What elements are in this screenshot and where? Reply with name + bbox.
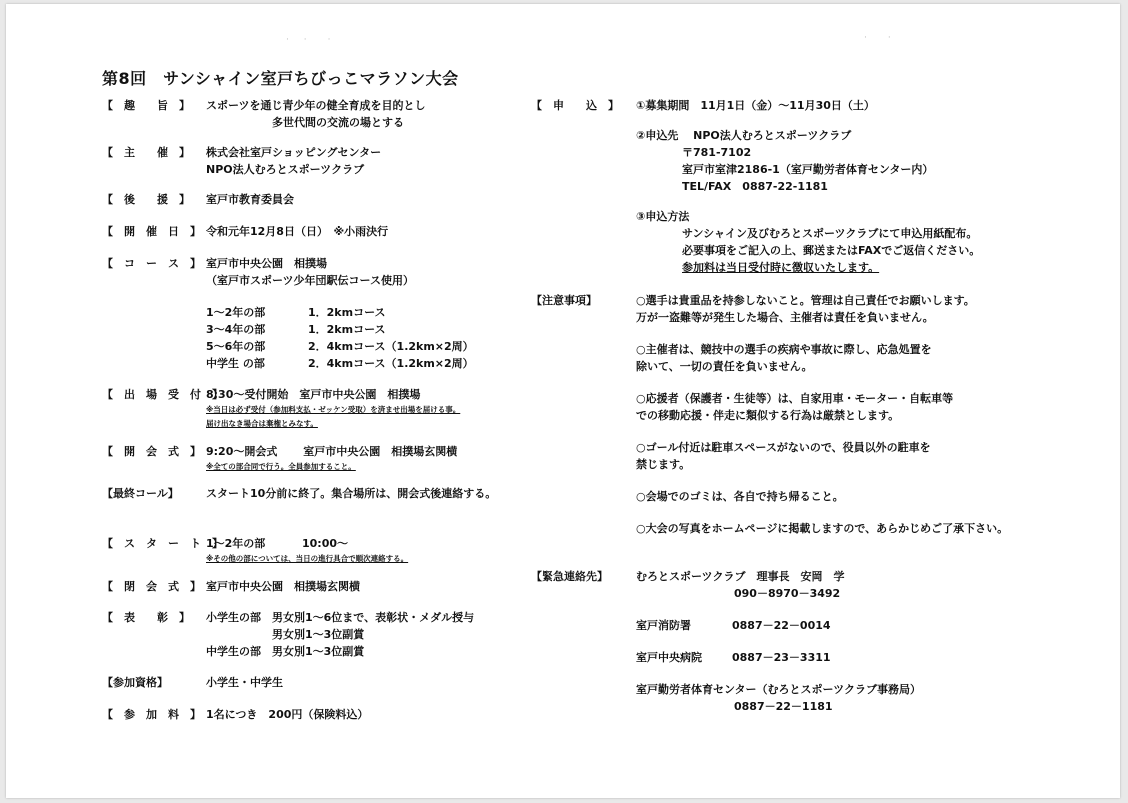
right-column bbox=[531, 97, 1016, 715]
section-label: 【 表 彰 】 bbox=[102, 611, 190, 624]
ryo-value: 1名につき 200円（保険料込） bbox=[206, 708, 369, 721]
shikaku-value: 小学生・中学生 bbox=[206, 676, 283, 689]
course-line: 室戸市中央公園 相撲場 bbox=[206, 257, 327, 270]
scan-specks: · · · bbox=[286, 35, 337, 45]
uketsuke-line: 8:30～受付開始 室戸市中央公園 相撲場 bbox=[206, 388, 421, 401]
section-moshikomi bbox=[531, 97, 1016, 276]
division-row: 5～6年の部 2．4kmコース（1.2km×2周） bbox=[206, 340, 474, 353]
moshikomi-dest-head: ②申込先 NPO法人むろとスポーツクラブ bbox=[636, 129, 852, 142]
section-label: 【緊急連絡先】 bbox=[531, 570, 608, 583]
section-label: 【 申 込 】 bbox=[531, 99, 619, 112]
hyosho-line: 中学生の部 男女別1～3位副賞 bbox=[206, 645, 365, 658]
uketsuke-note: ※当日は必ず受付（参加料支払・ゼッケン受取）を済ませ出場を届ける事。 bbox=[206, 405, 461, 414]
start-note: ※その他の部については、当日の進行具合で順次連絡する。 bbox=[206, 554, 409, 563]
left-column bbox=[102, 97, 527, 723]
kaikai-note: ※全ての部合同で行う。全員参加すること。 bbox=[206, 462, 356, 471]
notice-item: ○大会の写真をホームページに掲載しますので、あらかじめご了承下さい。 bbox=[636, 522, 1009, 535]
notice-item: ○主催者は、競技中の選手の疾病や事故に際し、応急処置を 除いて、一切の責任を負いません。 bbox=[636, 343, 932, 373]
section-hyosho bbox=[102, 609, 527, 660]
moshikomi-method-line: サンシャイン及びむろとスポーツクラブにて申込用紙配布。 bbox=[682, 227, 978, 240]
section-label: 【 趣 旨 】 bbox=[102, 99, 190, 112]
moshikomi-period: ①募集期間 11月1日（金）～11月30日（土） bbox=[636, 99, 875, 112]
kinkyu-center: 室戸勤労者体育センター（むろとスポーツクラブ事務局） bbox=[636, 683, 922, 696]
moshikomi-method-note: 参加料は当日受付時に徴収いたします。 bbox=[682, 261, 880, 274]
contact-row: 室戸消防署 0887－22－0014 bbox=[636, 619, 831, 632]
notice-item: ○応援者（保護者・生徒等）は、自家用車・モーター・自転車等 での移動応援・伴走に類似する行為は厳禁とします。 bbox=[636, 392, 954, 422]
section-label: 【参加資格】 bbox=[102, 676, 168, 689]
page-title: 第8回 サンシャイン室戸ちびっこマラソン大会 bbox=[102, 69, 459, 88]
section-label: 【 開 会 式 】 bbox=[102, 445, 201, 458]
heikai-value: 室戸市中央公園 相撲場玄関横 bbox=[206, 580, 360, 593]
moshikomi-dest-line: 〒781-7102 bbox=[682, 146, 752, 159]
shusai-line: NPO法人むろとスポーツクラブ bbox=[206, 163, 365, 176]
hyosho-line: 男女別1～3位副賞 bbox=[272, 628, 365, 641]
shusai-line: 株式会社室戸ショッピングセンター bbox=[206, 146, 382, 159]
scan-specks: · · bbox=[864, 33, 897, 43]
saishu-value: スタート10分前に終了。集合場所は、開会式後連絡する。 bbox=[206, 487, 497, 500]
section-shikaku bbox=[102, 674, 527, 691]
section-uketsuke bbox=[102, 386, 527, 431]
notice-item: ○選手は貴重品を持参しないこと。管理は自己責任でお願いします。 万が一盗難等が発生した場合、主催者は責任を負いません。 bbox=[636, 294, 975, 324]
moshikomi-dest-line: TEL/FAX 0887-22-1181 bbox=[682, 180, 828, 193]
section-label: 【注意事項】 bbox=[531, 294, 597, 307]
section-label: 【 ス タ ー ト 】 bbox=[102, 537, 223, 550]
section-chui bbox=[531, 292, 1016, 537]
section-shusai bbox=[102, 144, 527, 178]
section-ryo bbox=[102, 706, 527, 723]
section-kinkyu bbox=[531, 568, 1016, 715]
moshikomi-method-line: 必要事項をご記入の上、郵送またはFAXでご返信ください。 bbox=[682, 244, 981, 257]
section-label: 【 参 加 料 】 bbox=[102, 708, 201, 721]
division-row: 中学生 の部 2．4kmコース（1.2km×2周） bbox=[206, 357, 474, 370]
kinkyu-center-tel: 0887－22－1181 bbox=[734, 700, 833, 713]
kaisai-value: 令和元年12月8日（日） ※小雨決行 bbox=[206, 225, 389, 238]
section-label: 【 コ ー ス 】 bbox=[102, 257, 201, 270]
section-kaisai bbox=[102, 223, 527, 240]
section-start bbox=[102, 535, 527, 566]
section-koen bbox=[102, 191, 527, 208]
kaikai-line: 9:20～開会式 室戸市中央公園 相撲場玄関横 bbox=[206, 445, 458, 458]
koen-value: 室戸市教育委員会 bbox=[206, 193, 294, 206]
section-kaikai bbox=[102, 443, 527, 474]
section-heikai bbox=[102, 578, 527, 595]
notice-item: ○ゴール付近は駐車スペースがないので、役員以外の駐車を 禁じます。 bbox=[636, 441, 931, 471]
section-label: 【最終コール】 bbox=[102, 487, 179, 500]
hyosho-line: 小学生の部 男女別1～6位まで、表彰状・メダル授与 bbox=[206, 611, 475, 624]
section-saishu bbox=[102, 485, 527, 502]
kinkyu-head-tel: 090－8970－3492 bbox=[734, 587, 841, 600]
contact-row: 室戸中央病院 0887－23－3311 bbox=[636, 651, 831, 664]
moshikomi-dest-line: 室戸市室津2186-1（室戸勤労者体育センター内） bbox=[682, 163, 934, 176]
section-label: 【 開 催 日 】 bbox=[102, 225, 201, 238]
start-line: 1～2年の部 10:00～ bbox=[206, 537, 349, 550]
section-course bbox=[102, 255, 527, 372]
section-shushi bbox=[102, 97, 527, 131]
moshikomi-method-head: ③申込方法 bbox=[636, 210, 690, 223]
kinkyu-head: むろとスポーツクラブ 理事長 安岡 学 bbox=[636, 570, 845, 583]
division-row: 1～2年の部 1．2kmコース bbox=[206, 306, 386, 319]
section-label: 【 出 場 受 付 】 bbox=[102, 388, 223, 401]
uketsuke-note: 届け出なき場合は棄権とみなす。 bbox=[206, 419, 318, 428]
section-label: 【 閉 会 式 】 bbox=[102, 580, 201, 593]
document-page bbox=[6, 4, 1120, 798]
shushi-line: 多世代間の交流の場とする bbox=[272, 116, 404, 129]
notice-item: ○会場でのゴミは、各自で持ち帰ること。 bbox=[636, 490, 844, 503]
course-line: （室戸市スポーツ少年団駅伝コース使用） bbox=[206, 274, 415, 287]
division-row: 3～4年の部 1．2kmコース bbox=[206, 323, 386, 336]
section-label: 【 後 援 】 bbox=[102, 193, 190, 206]
section-label: 【 主 催 】 bbox=[102, 146, 190, 159]
shushi-line: スポーツを通じ青少年の健全育成を目的とし bbox=[206, 99, 426, 112]
